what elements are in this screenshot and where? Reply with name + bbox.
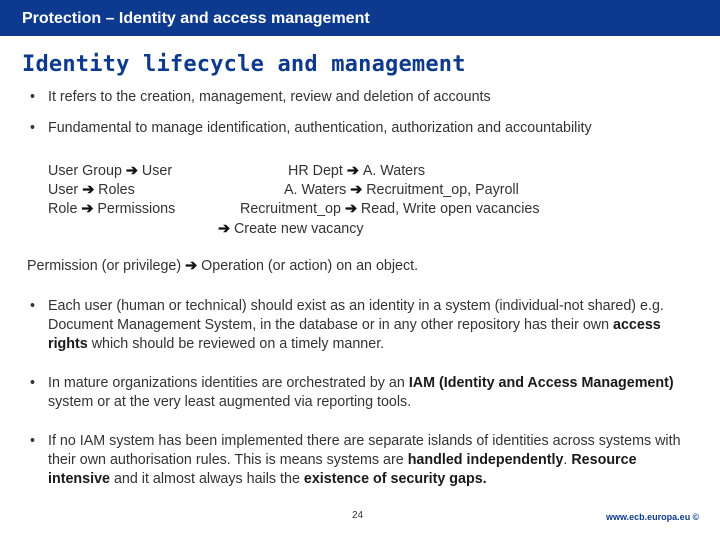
bold-text: access rights bbox=[48, 317, 661, 352]
bold-text: Resource intensive bbox=[48, 452, 637, 487]
mapping-from: HR Dept bbox=[288, 163, 343, 179]
arrow-right-icon: ➔ bbox=[346, 163, 359, 179]
permission-line bbox=[27, 258, 418, 274]
arrow-right-icon: ➔ bbox=[344, 201, 357, 217]
mapping-left-row bbox=[48, 162, 172, 181]
bold-text: handled independently bbox=[407, 452, 564, 468]
permission-from: Permission (or privilege) bbox=[27, 258, 182, 274]
bullet-dot-icon: • bbox=[30, 433, 36, 449]
bullet-dot-icon: • bbox=[30, 298, 36, 314]
page-number: 24 bbox=[352, 510, 364, 521]
mapping-right-row bbox=[288, 162, 425, 181]
mapping-to: Read, Write open vacancies bbox=[360, 201, 540, 217]
permission-to: Operation (or action) on an object. bbox=[201, 258, 419, 274]
mapping-to: Recruitment_op, Payroll bbox=[366, 182, 519, 198]
mapping-to: Create new vacancy bbox=[233, 221, 364, 237]
bold-text: IAM (Identity and Access Management) bbox=[408, 375, 674, 391]
bullet-dot-icon: • bbox=[30, 89, 36, 105]
mapping-from: Role bbox=[48, 201, 78, 217]
slide-title: Identity lifecycle and management bbox=[22, 52, 466, 77]
bullet-text: It refers to the creation, management, review and deletion of accounts bbox=[48, 89, 491, 105]
footer-url: www.ecb.europa.eu © bbox=[606, 512, 700, 522]
mapping-to: User bbox=[141, 163, 173, 179]
mapping-from: Recruitment_op bbox=[240, 201, 341, 217]
arrow-right-icon: ➔ bbox=[218, 221, 230, 237]
mapping-from: User Group bbox=[48, 163, 122, 179]
mapping-left-row bbox=[48, 200, 175, 219]
bullet-text: Each user (human or technical) should exist as an identity in a system (individual-not shared) e.g. Document Management System, in the database or in any other repository has their own access rights which should be reviewed on a timely manner. bbox=[48, 298, 664, 352]
bullet-text: If no IAM system has been implemented there are separate islands of identities across systems with their own authorisation rules. This is means systems are handled independently. Resource intensive and it almost always hails the existence of security gaps. bbox=[48, 433, 681, 487]
mapping-from: A. Waters bbox=[284, 182, 347, 198]
mapping-left-row bbox=[48, 181, 135, 200]
mapping-to: Permissions bbox=[97, 201, 176, 217]
arrow-right-icon: ➔ bbox=[81, 201, 94, 217]
bullet-dot-icon: • bbox=[30, 120, 36, 136]
mapping-right-row bbox=[214, 220, 364, 239]
arrow-right-icon: ➔ bbox=[125, 163, 138, 179]
arrow-right-icon: ➔ bbox=[82, 182, 95, 198]
bullet-text: Fundamental to manage identification, authentication, authorization and accountability bbox=[48, 120, 592, 136]
mapping-to: A. Waters bbox=[362, 163, 426, 179]
mapping-from: User bbox=[48, 182, 79, 198]
arrow-right-icon: ➔ bbox=[350, 182, 363, 198]
mapping-right-row bbox=[284, 181, 519, 200]
mapping-to: Roles bbox=[98, 182, 135, 198]
header-title: Protection – Identity and access management bbox=[22, 10, 370, 27]
mapping-right-row bbox=[240, 200, 539, 219]
bullet-dot-icon: • bbox=[30, 375, 36, 391]
bullet-text: In mature organizations identities are orchestrated by an IAM (Identity and Access Management) system or at the very least augmented via reporting tools. bbox=[48, 375, 674, 410]
bold-text: existence of security gaps. bbox=[303, 471, 487, 487]
arrow-right-icon: ➔ bbox=[185, 258, 198, 274]
